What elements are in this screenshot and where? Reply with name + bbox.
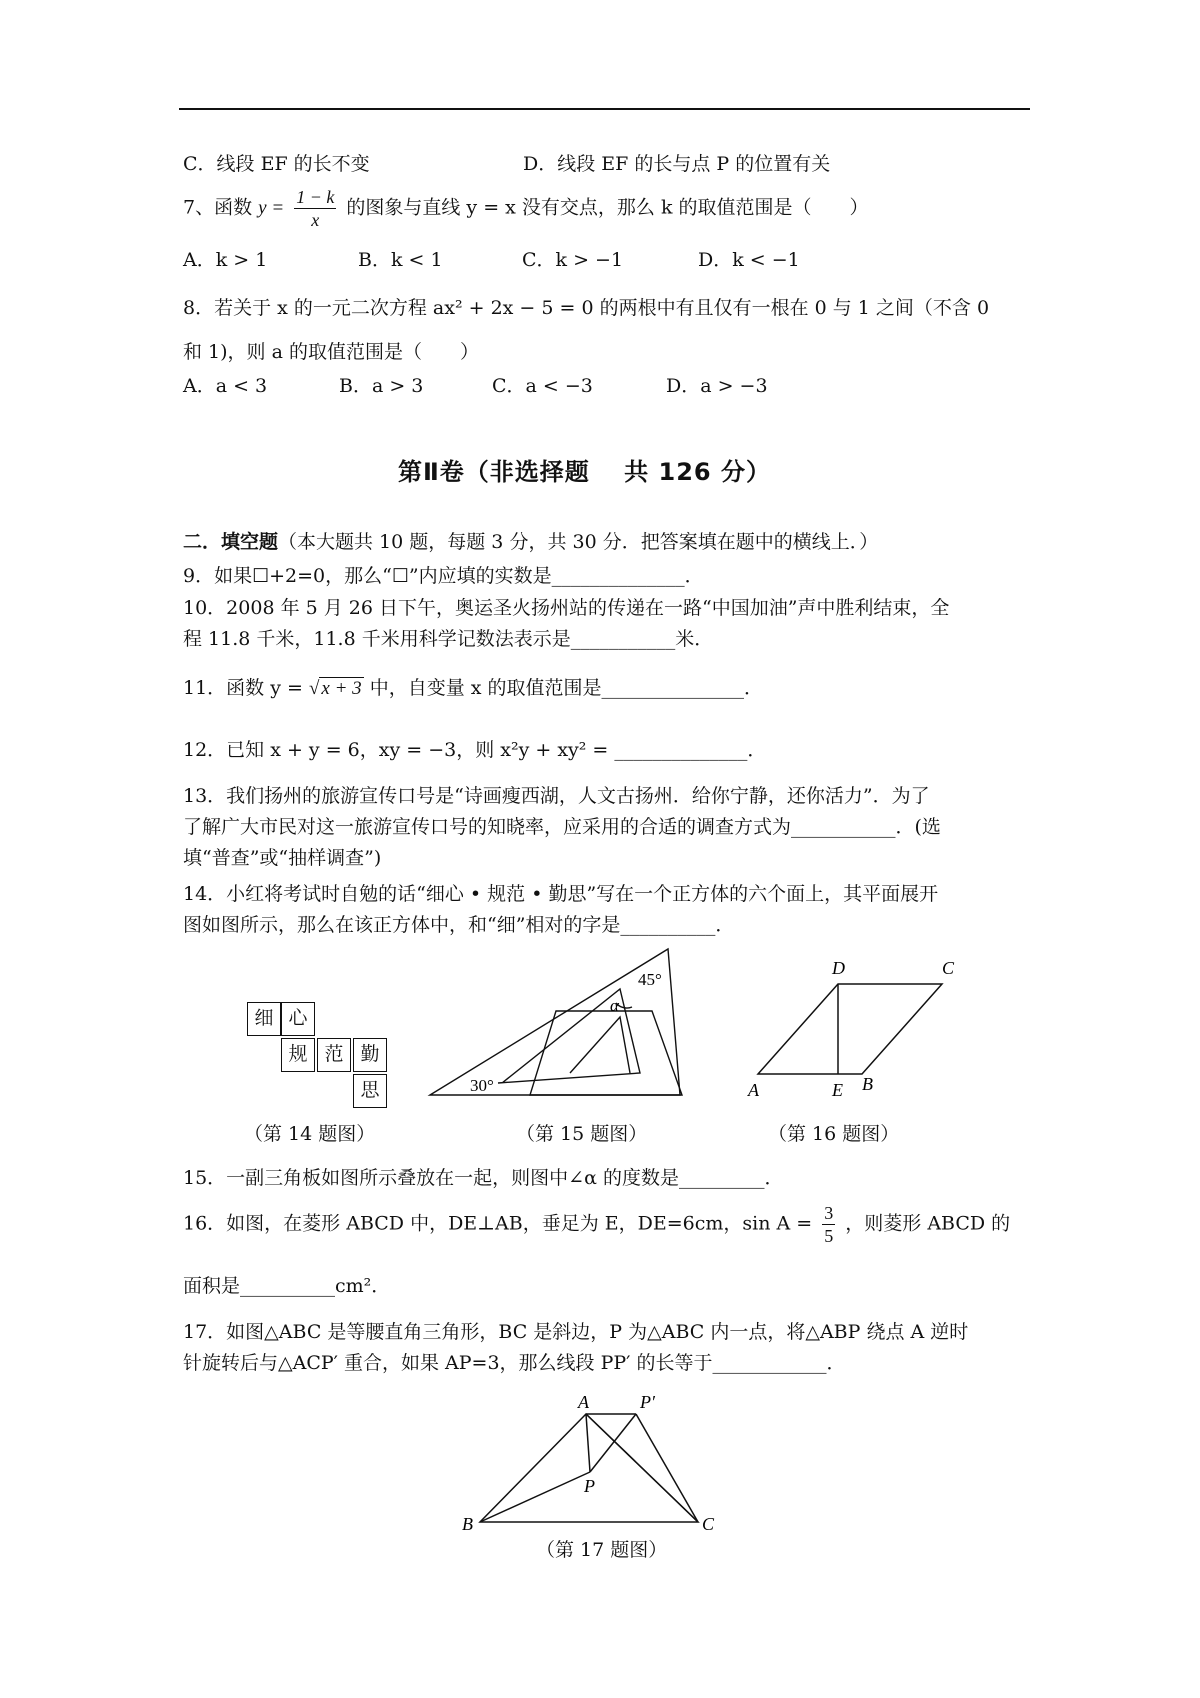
figure-17-triangle: [456, 1388, 726, 1548]
figure-14-caption: （第 14 题图）: [244, 1123, 376, 1145]
q7-y-eq: y =: [258, 197, 285, 219]
q11-suffix: 中，自变量 x 的取值范围是_______________．: [369, 677, 764, 699]
q7-suffix: 的图象与直线 y = x 没有交点，那么 k 的取值范围是（ ）: [346, 196, 869, 219]
q17-line2: 针旋转后与△ACP′ 重合，如果 AP=3，那么线段 PP′ 的长等于____________．: [183, 1352, 846, 1374]
net-cell: 心: [281, 1002, 315, 1036]
q7-stem: [183, 186, 869, 231]
q12: 12．已知 x + y = 6，xy = −3，则 x²y + xy² = ______________．: [183, 739, 767, 761]
fill-in-header: [183, 530, 878, 554]
label-b: B: [462, 1514, 473, 1534]
q16-suffix: ，则菱形 ABCD 的: [845, 1212, 1011, 1235]
net-cell: 范: [317, 1038, 351, 1072]
segment-p-prime-c: [636, 1414, 698, 1522]
q10-line1: 10．2008 年 5 月 26 日下午，奥运圣火扬州站的传递在一路“中国加油”声中胜利结束，全: [183, 597, 950, 619]
q16-frac-num: 3: [824, 1203, 834, 1223]
segment-ap: [586, 1414, 590, 1472]
figure-15-caption: （第 15 题图）: [516, 1123, 648, 1145]
q8-line2: 和 1)，则 a 的取值范围是（ ）: [183, 341, 479, 363]
q11: [183, 676, 763, 701]
q10-line2: 程 11.8 千米，11.8 千米用科学记数法表示是___________米．: [183, 628, 714, 650]
q16-fraction: [822, 1202, 835, 1247]
triangle-45: [530, 1011, 682, 1095]
q14-line1: 14．小红将考试时自勉的话“细心 • 规范 • 勤思”写在一个正方体的六个面上，其平面展开: [183, 883, 939, 905]
figure-16-caption: （第 16 题图）: [768, 1123, 900, 1145]
q8-option-b: B．a > 3: [339, 375, 424, 397]
label-d: D: [832, 960, 845, 978]
header-rule: [179, 108, 1030, 110]
label-p-prime: P′: [640, 1392, 655, 1412]
section-title: 第Ⅱ卷（非选择题 共 126 分）: [398, 458, 771, 486]
q7-prefix: 7、函数: [183, 196, 253, 219]
segment-pp-prime: [590, 1414, 636, 1472]
q7-option-a: A．k > 1: [183, 249, 268, 271]
inner-lines-2: [570, 1017, 630, 1073]
segment-pb: [480, 1472, 590, 1522]
net-cell: 细: [247, 1002, 281, 1036]
q15: 15．一副三角板如图所示叠放在一起，则图中∠α 的度数是_________．: [183, 1167, 784, 1189]
label-c: C: [702, 1514, 715, 1534]
q8-line1: 8．若关于 x 的一元二次方程 ax² + 2x − 5 = 0 的两根中有且仅有一根在 0 与 1 之间（不含 0: [183, 297, 990, 319]
label-c: C: [942, 960, 955, 978]
net-cell: 思: [353, 1074, 387, 1108]
q8-option-d: D．a > −3: [666, 375, 768, 397]
q8-option-c: C．a < −3: [492, 375, 593, 397]
label-p: P: [584, 1476, 595, 1496]
fill-in-header-rest: （本大题共 10 题，每题 3 分，共 30 分．把答案填在题中的横线上．）: [278, 531, 879, 553]
label-b: B: [862, 1074, 873, 1094]
q11-radicand: x + 3: [321, 678, 362, 699]
q7-frac-den: x: [311, 210, 320, 230]
q13-line2: 了解广大市民对这一旅游宣传口号的知晓率，应采用的合适的调查方式为___________．(选: [183, 816, 941, 838]
q16-prefix: 16．如图，在菱形 ABCD 中，DE⊥AB，垂足为 E，DE=6cm，sin A =: [183, 1212, 813, 1235]
rhombus-abcd: [758, 984, 942, 1074]
label-e: E: [832, 1080, 843, 1100]
q6-option-d: D．线段 EF 的长与点 P 的位置有关: [523, 153, 831, 175]
q6-option-c: C．线段 EF 的长不变: [183, 153, 370, 175]
angle-45-label: 45°: [638, 970, 662, 989]
figure-16-rhombus: [740, 960, 970, 1100]
label-a: A: [578, 1392, 589, 1412]
q16: [183, 1202, 1010, 1247]
net-cell: 规: [281, 1038, 315, 1072]
q9: 9．如果☐+2=0，那么“☐”内应填的实数是______________．: [183, 565, 704, 587]
q13-line1: 13．我们扬州的旅游宣传口号是“诗画瘦西湖，人文古扬州．给你宁静，还你活力”．为了: [183, 785, 930, 807]
q11-sqrt: √ x + 3: [308, 678, 362, 699]
net-cell: 勤: [353, 1038, 387, 1072]
q8-option-a: A．a < 3: [183, 375, 268, 397]
q7-option-b: B．k < 1: [358, 249, 443, 271]
q7-option-d: D．k < −1: [698, 249, 800, 271]
q7-frac-num: 1 − k: [296, 187, 335, 207]
figure-17-caption: （第 17 题图）: [536, 1539, 668, 1561]
q7-option-c: C．k > −1: [522, 249, 624, 271]
q7-fraction: [294, 186, 336, 231]
angle-30-label: 30°: [470, 1076, 494, 1095]
label-a: A: [748, 1080, 759, 1100]
segment-ac-inner: [586, 1414, 698, 1522]
q11-prefix: 11．函数 y =: [183, 677, 303, 699]
q17-line1: 17．如图△ABC 是等腰直角三角形，BC 是斜边，P 为△ABC 内一点，将△ABP 绕点 A 逆时: [183, 1321, 969, 1343]
figure-15-triangles: [420, 945, 692, 1105]
angle-alpha-label: α: [610, 996, 619, 1015]
q14-line2: 图如图所示，那么在该正方体中，和“细”相对的字是__________．: [183, 914, 735, 936]
fill-in-header-bold: 二．填空题: [183, 531, 279, 553]
q16-frac-den: 5: [824, 1226, 834, 1246]
q16-line2: 面积是__________cm²．: [183, 1275, 391, 1297]
q13-line3: 填“普查”或“抽样调查”): [183, 847, 382, 869]
